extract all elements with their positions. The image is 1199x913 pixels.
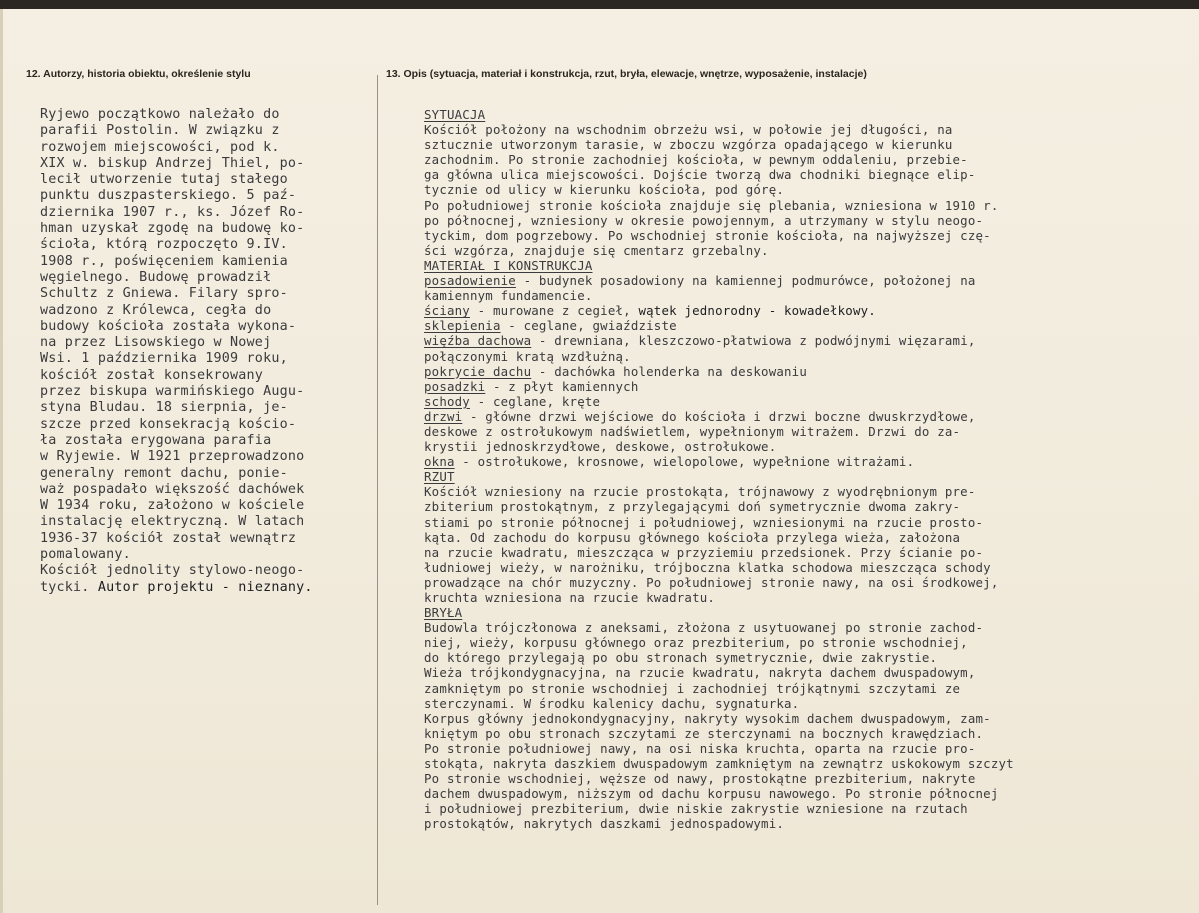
posadzki-text: - z płyt kamiennych: [485, 378, 639, 394]
bryla-line: prostokątów, nakrytych daszkami jednospadowymi.: [424, 816, 785, 832]
paper-left-edge: [0, 9, 3, 913]
rzut-line: łudniowej wieży, w narożniku, trójboczna klatka schodowa mieszcząca schody: [424, 559, 991, 575]
rzut-line: prowadzące na chór muzyczny. Po południowej stronie nawy, na osi środkowej,: [424, 574, 999, 590]
history-last-line-start: tycki.: [40, 579, 90, 595]
wiezba-term: więźba dachowa: [424, 333, 532, 349]
posadzki-entry: [424, 379, 1014, 394]
sciany-term: ściany: [424, 303, 470, 319]
sciany-bond-note: wątek jednorodny - kowadełkowy.: [630, 303, 876, 319]
sklepienia-text: - ceglane, gwiaździste: [500, 318, 677, 334]
history-line: Kościół jednolity stylowo-neogo-: [40, 563, 305, 579]
pokrycie-term: pokrycie dachu: [424, 363, 532, 379]
history-line: dziernika 1907 r., ks. Józef Ro-: [40, 204, 305, 220]
posadowienie-continuation: kamiennym fundamencie.: [424, 288, 593, 304]
history-line: rozwojem miejscowości, pod k.: [40, 139, 280, 155]
sytuacja-line: ga główna ulica miejscowości. Dojście tworzą dwa chodniki biegnące elip-: [424, 167, 976, 183]
wiezba-entry: [424, 333, 1014, 348]
bryla-line: dachem dwuspadowym, niższym od dachu korpusu nawowego. Po stronie północnej: [424, 786, 999, 802]
bryla-line: stokąta, nakryta daszkiem dwuspadowym zamkniętym na zewnątrz uskokowym szczyt: [424, 756, 1014, 772]
top-dark-edge: [0, 0, 1199, 9]
history-line: na przez Lisowskiego w Nowej: [40, 335, 272, 351]
author-unknown-note: Autor projektu - nieznany.: [89, 579, 313, 595]
posadowienie-entry: [424, 273, 1014, 288]
sytuacja-line: po północnej, wzniesiony w okresie powojennym, a utrzymany w stylu neogo-: [424, 212, 984, 228]
rzut-line: zbiterium prostokątnym, z przylegającymi doń symetrycznie dwoma zakry-: [424, 499, 961, 515]
history-line: waż pospadało większość dachówek: [40, 481, 305, 497]
history-line: XIX w. biskup Andrzej Thiel, po-: [40, 155, 305, 171]
right-section-heading: 13. Opis (sytuacja, materiał i konstrukcja, rzut, bryła, elewacje, wnętrze, wyposażenie, instalacje): [386, 68, 867, 80]
bryla-line: kniętym po obu stronach szczytami ze sterczynami na bocznych krawędziach.: [424, 725, 984, 741]
okna-text: - ostrołukowe, krosnowe, wielopolowe, wypełnione witrażami.: [454, 454, 915, 470]
sytuacja-line: tycznie od ulicy w kierunku kościoła, pod górę.: [424, 182, 785, 198]
okna-term: okna: [424, 454, 455, 470]
bryla-line: Po stronie wschodniej, węższe od nawy, prostokątne prezbiterium, nakryte: [424, 771, 976, 787]
history-line: węgielnego. Budowę prowadził: [40, 269, 272, 285]
history-line: wadzono z Królewca, cegła do: [40, 302, 272, 318]
schody-text: - ceglane, kręte: [469, 393, 601, 409]
history-line: przez biskupa warmińskiego Augu-: [40, 384, 305, 400]
okna-entry: [424, 454, 1014, 469]
history-line: budowy kościoła została wykona-: [40, 318, 297, 334]
sytuacja-heading: SYTUACJA: [424, 107, 486, 122]
rzut-heading: RZUT: [424, 469, 455, 485]
schody-entry: [424, 394, 1014, 409]
rzut-line: Kościół wzniesiony na rzucie prostokąta, trójnawowy z wyodrębnionym pre-: [424, 484, 976, 500]
posadowienie-term: posadowienie: [424, 273, 516, 289]
sytuacja-line: zachodnim. Po stronie zachodniej kościoła, w pewnym oddaleniu, przebie-: [424, 152, 968, 168]
history-line: szcze przed konsekracją kościo-: [40, 416, 297, 432]
history-last-line: [40, 580, 313, 596]
schody-term: schody: [424, 393, 470, 409]
drzwi-continuation: krystii jednoskrzydłowe, deskowe, ostrołukowe.: [424, 439, 777, 455]
bryla-line: do którego przylegają po obu stronach symetrycznie, dwie zakrystie.: [424, 650, 938, 666]
history-line: hman uzyskał zgodę na budowę ko-: [40, 221, 305, 237]
bryla-line: i południowej prezbiterium, dwie niskie zakrystie wzniesione na rzutach: [424, 801, 968, 817]
sciany-text: - murowane z cegieł,: [469, 303, 631, 319]
column-divider: [377, 75, 378, 905]
wiezba-text: - drewniana, kleszczowo-płatwiowa z podwójnymi więzarami,: [531, 333, 976, 349]
rzut-line: kąta. Od zachodu do korpusu głównego kościoła przylega wieża, założona: [424, 529, 961, 545]
sytuacja-line: ści wzgórza, znajduje się cmentarz grzebalny.: [424, 242, 769, 258]
sytuacja-line: Po południowej stronie kościoła znajduje się plebania, wzniesiona w 1910 r.: [424, 197, 999, 213]
drzwi-text: - główne drzwi wejściowe do kościoła i drzwi boczne dwuskrzydłowe,: [462, 408, 976, 424]
bryla-line: Korpus główny jednokondygnacyjny, nakryty wysokim dachem dwuspadowym, zam-: [424, 710, 991, 726]
history-line: lecił utworzenie tutaj stałego: [40, 172, 288, 188]
history-text-block: [40, 107, 313, 596]
history-line: W 1934 roku, założono w kościele: [40, 498, 305, 514]
history-line: 1908 r., poświęceniem kamienia: [40, 253, 288, 269]
history-line: ła została erygowana parafia: [40, 432, 272, 448]
left-section-heading: 12. Autorzy, historia obiektu, określenie stylu: [26, 68, 251, 80]
posadowienie-text: - budynek posadowiony na kamiennej podmurówce, położonej na: [515, 273, 976, 289]
sytuacja-line: Kościół położony na wschodnim obrzeżu wsi, w połowie jej długości, na: [424, 122, 953, 138]
history-line: kościół został konsekrowany: [40, 367, 264, 383]
history-line: pomalowany.: [40, 547, 131, 563]
drzwi-continuation: deskowe z ostrołukowym nadświetlem, wypełnionym witrażem. Drzwi do za-: [424, 423, 961, 439]
history-line: generalny remont dachu, ponie-: [40, 465, 288, 481]
posadzki-term: posadzki: [424, 378, 486, 394]
material-heading: MATERIAŁ I KONSTRUKCJA: [424, 257, 593, 273]
sklepienia-entry: [424, 318, 1014, 333]
history-line: ścioła, którą rozpoczęto 9.IV.: [40, 237, 288, 253]
drzwi-term: drzwi: [424, 408, 463, 424]
history-line: styna Bludau. 18 sierpnia, je-: [40, 400, 288, 416]
rzut-line: stiami po stronie północnej i południowej, wzniesionymi na rzucie prosto-: [424, 514, 984, 530]
sytuacja-line: sztucznie utworzonym tarasie, w zboczu wzgórza opadającego w kierunku: [424, 137, 953, 153]
history-line: punktu duszpasterskiego. 5 paź-: [40, 188, 297, 204]
history-line: Wsi. 1 października 1909 roku,: [40, 351, 288, 367]
pokrycie-text: - dachówka holenderka na deskowaniu: [531, 363, 808, 379]
history-line: w Ryjewie. W 1921 przeprowadzono: [40, 449, 305, 465]
history-line: Schultz z Gniewa. Filary spro-: [40, 286, 288, 302]
sciany-entry: [424, 303, 1014, 318]
bryla-heading: BRYŁA: [424, 605, 463, 621]
history-line: Ryjewo początkowo należało do: [40, 107, 280, 122]
bryla-line: sterczynami. W środku kalenicy dachu, sygnaturka.: [424, 695, 800, 711]
bryla-line: zamkniętym po stronie wschodniej i zachodniej trójkątnymi szczytami ze: [424, 680, 961, 696]
sklepienia-term: sklepienia: [424, 318, 501, 334]
drzwi-entry: [424, 409, 1014, 424]
description-text-block: [424, 107, 1014, 832]
history-line: 1936-37 kościół został wewnątrz: [40, 530, 297, 546]
bryla-line: Po stronie południowej nawy, na osi niska kruchta, oparta na rzucie pro-: [424, 740, 976, 756]
history-line: parafii Postolin. W związku z: [40, 123, 280, 139]
history-line: instalację elektryczną. W latach: [40, 514, 305, 530]
wiezba-continuation: połączonymi kratą wzdłużną.: [424, 348, 631, 364]
pokrycie-entry: [424, 364, 1014, 379]
rzut-line: na rzucie kwadratu, mieszcząca w przyziemiu przedsionek. Przy ścianie po-: [424, 544, 984, 560]
bryla-line: niej, wieży, korpusu głównego oraz prezbiterium, po stronie wschodniej,: [424, 635, 968, 651]
bryla-line: Wieża trójkondygnacyjna, na rzucie kwadratu, nakryta dachem dwuspadowym,: [424, 665, 976, 681]
rzut-line: kruchta wzniesiona na rzucie kwadratu.: [424, 590, 716, 605]
sytuacja-line: tyckim, dom pogrzebowy. Po wschodniej stronie kościoła, na najwyższej czę-: [424, 227, 991, 243]
bryla-line: Budowla trójczłonowa z aneksami, złożona z usytuowanej po stronie zachod-: [424, 620, 984, 636]
